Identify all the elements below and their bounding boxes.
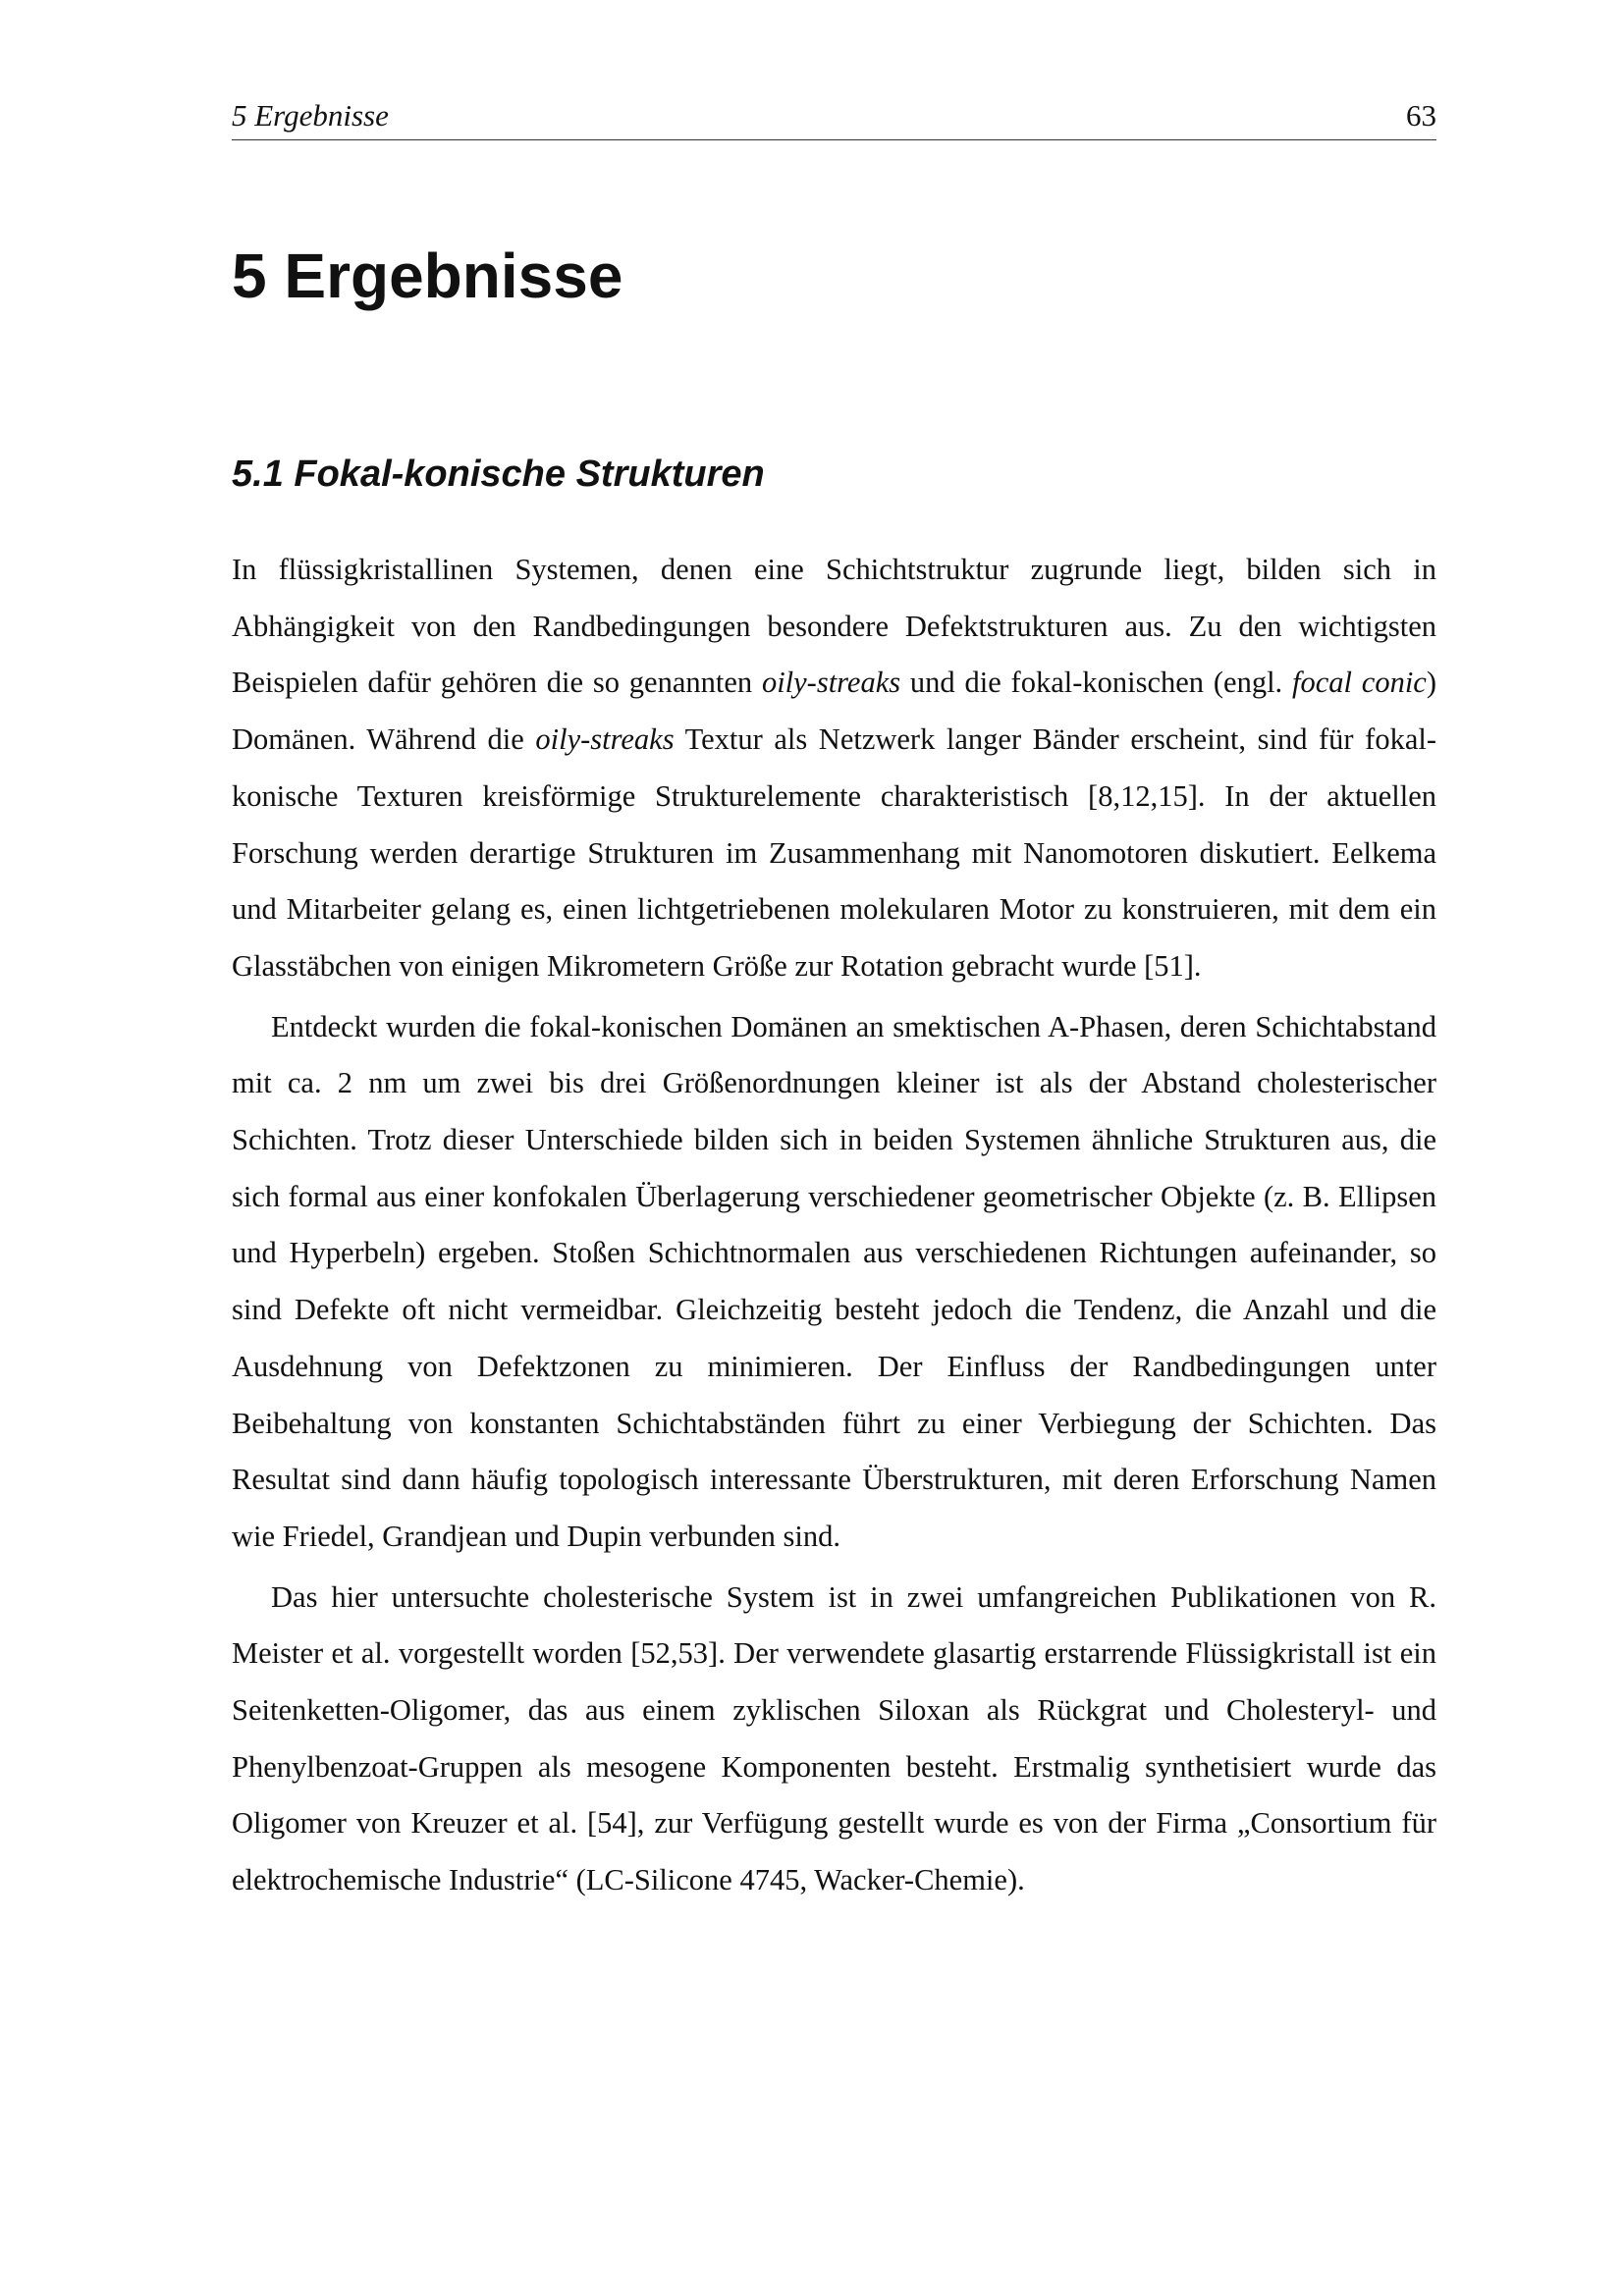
text-run: Das hier untersuchte cholesterische System ist in zwei umfangreichen Publikationen von R. Meister et al. vorgestellt worden [52,53]. Der verwendete glasartig erstarrende Flüssigkristall ist ein Seitenketten-Oligomer, das aus einem zyklischen Siloxan als Rückgrat und Cholesteryl- und Phenylbenzoat-Gruppen als mesogene Komponenten besteht. Erstmalig synthetisiert wurde das Oligomer von Kreuzer et al. [54], zur Verfügung gestellt wurde es von der Firma „Consortium für elektrochemische Industrie“ (LC-Silicone 4745, Wacker-Chemie).	[232, 1579, 1436, 1897]
paragraph-1	[232, 542, 1436, 995]
text-run: In flüssigkristallinen Systemen, denen eine Schichtstruktur zugrunde liegt, bilden sich in Abhängigkeit von den Randbedingungen besondere Defektstrukturen aus. Zu den wichtigsten Beispielen dafür gehören die so genannten	[232, 553, 1436, 700]
paragraph-3	[232, 1570, 1436, 1909]
running-header-title: 5 Ergebnisse	[232, 98, 389, 133]
section-title: 5.1 Fokal-konische Strukturen	[232, 454, 765, 495]
italic-term: oily-streaks	[535, 722, 675, 757]
paragraph-2	[232, 999, 1436, 1566]
body-text	[232, 542, 1436, 1913]
text-run: und die fokal-konischen (engl.	[900, 666, 1292, 700]
text-run: Entdeckt wurden die fokal-konischen Domänen an smektischen A-Phasen, deren Schichtabstand mit ca. 2 nm um zwei bis drei Größenordnungen kleiner ist als der Abstand cholesterischer Schichten. Trotz dieser Unterschiede bilden sich in beiden Systemen ähnliche Strukturen aus, die sich formal aus einer konfokalen Überlagerung verschiedener geometrischer Objekte (z. B. Ellipsen und Hyperbeln) ergeben. Stoßen Schichtnormalen aus verschiedenen Richtungen aufeinander, so sind Defekte oft nicht vermeidbar. Gleichzeitig besteht jedoch die Tendenz, die Anzahl und die Ausdehnung von Defektzonen zu minimieren. Der Einfluss der Randbedingungen unter Beibehaltung von konstanten Schichtabständen führt zu einer Verbiegung der Schichten. Das Resultat sind dann häufig topologisch interessante Überstrukturen, mit deren Erforschung Namen wie Friedel, Grandjean und Dupin verbunden sind.	[232, 1009, 1436, 1553]
italic-term: oily-streaks	[761, 666, 901, 700]
chapter-title: 5 Ergebnisse	[232, 240, 623, 311]
running-header	[232, 96, 1436, 140]
text-run: Textur als Netzwerk langer Bänder erscheint, sind für fokal-konische Texturen kreisförmige Strukturelemente charakteristisch [8,12,15]. In der aktuellen Forschung werden derartige Strukturen im Zusammenhang mit Nanomotoren diskutiert. Eelkema und Mitarbeiter gelang es, einen lichtgetriebenen molekularen Motor zu konstruieren, mit dem ein Glasstäbchen von einigen Mikrometern Größe zur Rotation gebracht wurde [51].	[232, 722, 1436, 983]
page-number: 63	[1406, 98, 1436, 133]
text-run: ) Domänen. Während die	[232, 666, 1437, 757]
italic-term: focal conic	[1291, 666, 1427, 700]
